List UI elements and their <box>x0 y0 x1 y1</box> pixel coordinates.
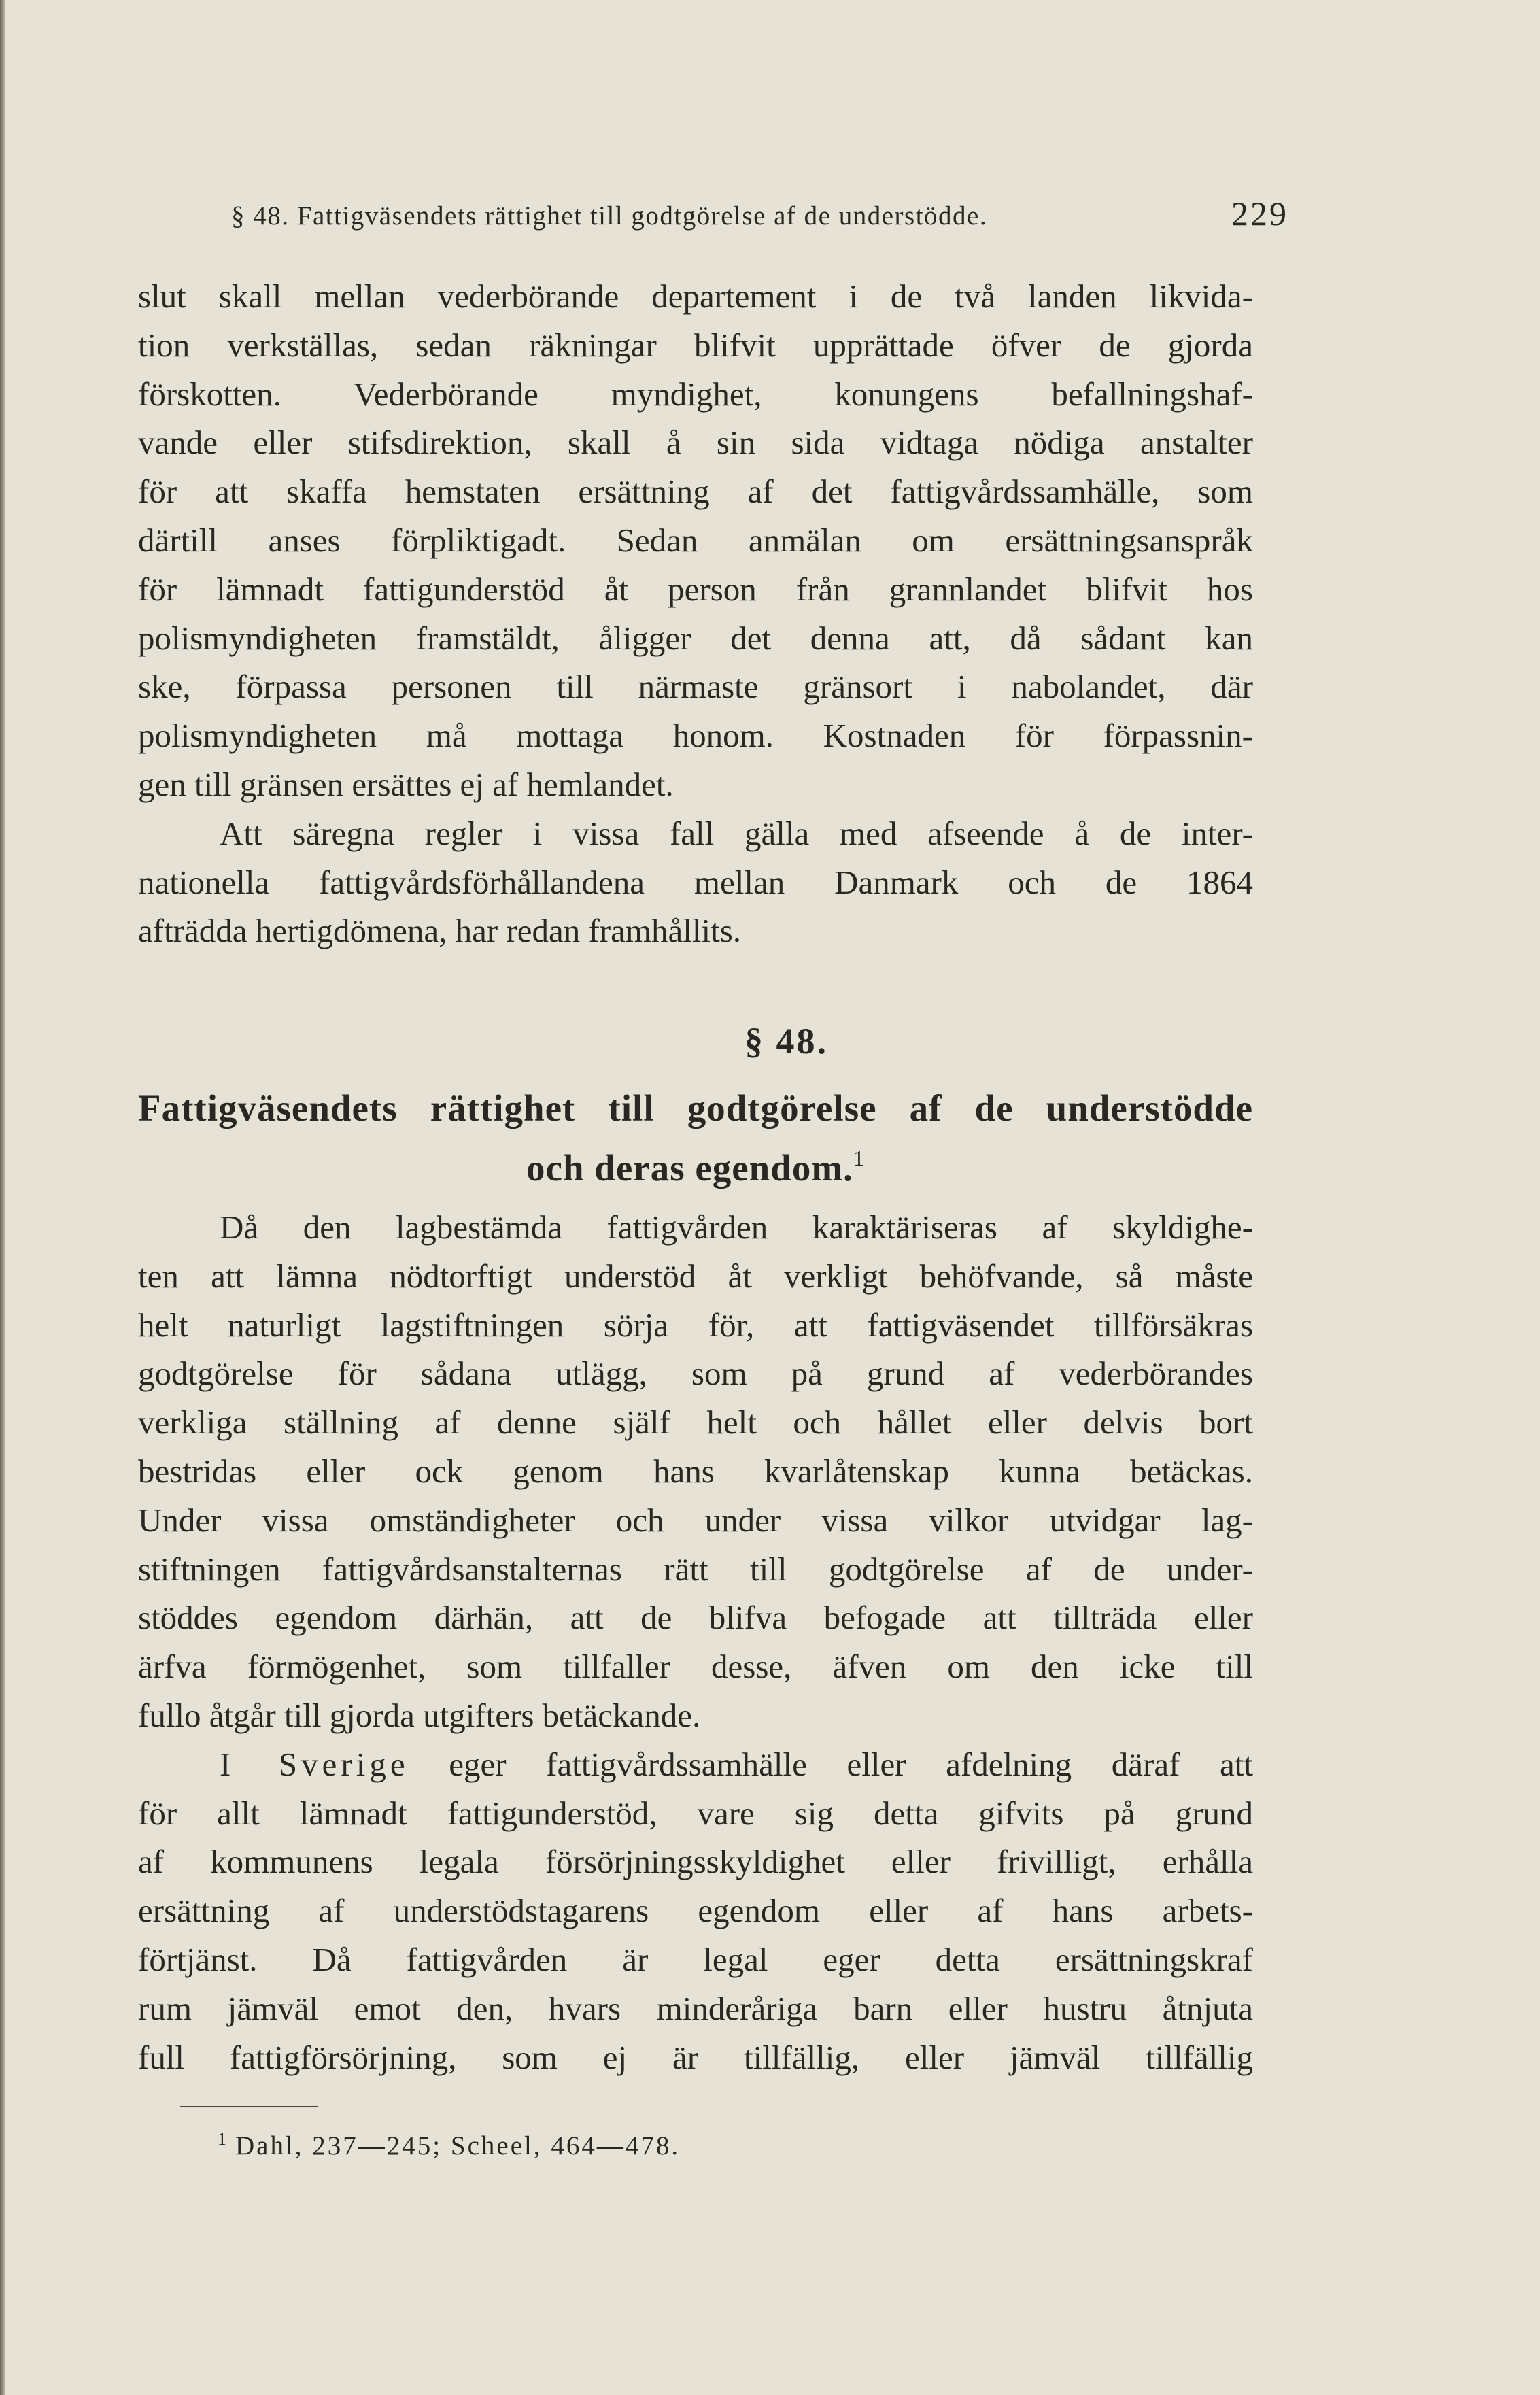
text-line: därtill anses förpliktigadt. Sedan anmälan om ersättningsanspråk <box>138 521 1253 559</box>
section-title-line-2 <box>138 1138 1253 1198</box>
text-line: Att säregna regler i vissa fall gälla med afseende å de inter- <box>220 814 1253 852</box>
footnote-rule <box>180 2106 318 2107</box>
text-line: full fattigförsörjning, som ej är tillfällig, eller jämväl tillfällig <box>138 2038 1253 2076</box>
text-line-rest: eger fattigvårdssamhälle eller afdelning däraf att <box>449 1745 1253 1783</box>
text-line: ten att lämna nödtorftigt understöd åt verkligt behöfvande, så måste <box>138 1257 1253 1295</box>
text-block-top <box>138 272 1253 955</box>
text-line: Då den lagbestämda fattigvården karaktäriseras af skyldighe- <box>220 1208 1253 1246</box>
text-line: ärfva förmögenhet, som tillfaller desse, äfven om den icke till <box>138 1648 1253 1686</box>
section-title-line-2-text: och deras egendom. <box>526 1147 853 1189</box>
text-line: bestridas eller ock genom hans kvarlåtenskap kunna betäckas. <box>138 1452 1253 1490</box>
text-line: slut skall mellan vederbörande departement i de två landen likvida- <box>138 277 1253 315</box>
footnote-reference: 1 <box>853 1146 865 1170</box>
text-line: verkliga ställning af denne själf helt och hållet eller delvis bort <box>138 1404 1253 1442</box>
page-edge <box>0 0 5 2395</box>
text-line: för lämnadt fattigunderstöd åt person från grannlandet blifvit hos <box>138 570 1253 608</box>
section-title <box>138 1078 1253 1198</box>
running-head <box>231 194 1288 241</box>
running-title: § 48. Fattigväsendets rättighet till godtgörelse af de understödde. <box>231 201 988 231</box>
text-line <box>138 1740 1253 1789</box>
emphasized-country: I Sverige <box>220 1745 409 1783</box>
footnote-mark: 1 <box>218 2129 228 2149</box>
text-line: stiftningen fattigvårdsanstalternas rätt till godtgörelse af de under- <box>138 1550 1253 1588</box>
text-line: ersättning af understödstagarens egendom eller af hans arbets- <box>138 1892 1253 1930</box>
text-block-main <box>138 1203 1253 2082</box>
text-line: tion verkställas, sedan räkningar blifvit upprättade öfver de gjorda <box>138 326 1253 364</box>
text-line: rum jämväl emot den, hvars minderåriga barn eller hustru åtnjuta <box>138 1989 1253 2027</box>
text-line: gen till gränsen ersättes ej af hemlandet. <box>138 765 674 803</box>
text-line: vande eller stifsdirektion, skall å sin sida vidtaga nödiga anstalter <box>138 424 1253 462</box>
text-line: förtjänst. Då fattigvården är legal eger detta ersättningskraf <box>138 1940 1253 1978</box>
text-line: polismyndigheten må mottaga honom. Kostnaden för förpassnin- <box>138 717 1253 755</box>
text-line: för allt lämnadt fattigunderstöd, vare sig detta gifvits på grund <box>138 1794 1253 1832</box>
text-line: af kommunens legala försörjningsskyldighet eller frivilligt, erhålla <box>138 1843 1253 1881</box>
page-number: 229 <box>1231 194 1288 233</box>
section-number: § 48. <box>745 1021 828 1061</box>
text-line: nationella fattigvårdsförhållandena mellan Danmark och de 1864 <box>138 863 1253 901</box>
text-line: helt naturligt lagstiftningen sörja för, att fattigväsendet tillförsäkras <box>138 1306 1253 1344</box>
text-line: för att skaffa hemstaten ersättning af det fattigvårdssamhälle, som <box>138 473 1253 511</box>
text-line: fullo åtgår till gjorda utgifters betäckande. <box>138 1696 701 1734</box>
text-line: ske, förpassa personen till närmaste gränsort i nabolandet, där <box>138 668 1253 706</box>
text-line: godtgörelse för sådana utlägg, som på grund af vederbörandes <box>138 1355 1253 1393</box>
text-line: stöddes egendom därhän, att de blifva befogade att tillträda eller <box>138 1599 1253 1637</box>
text-line: förskotten. Vederbörande myndighet, konungens befallningshaf- <box>138 375 1253 413</box>
section-title-line-1: Fattigväsendets rättighet till godtgörelse af de understödde <box>138 1087 1253 1129</box>
footnote <box>218 2130 680 2161</box>
text-line: Under vissa omständigheter och under vissa vilkor utvidgar lag- <box>138 1501 1253 1539</box>
text-line: afträdda hertigdömena, har redan framhållits. <box>138 912 742 950</box>
footnote-text: Dahl, 237—245; Scheel, 464—478. <box>235 2131 681 2160</box>
text-line: polismyndigheten framstäldt, åligger det denna att, då sådant kan <box>138 619 1253 657</box>
